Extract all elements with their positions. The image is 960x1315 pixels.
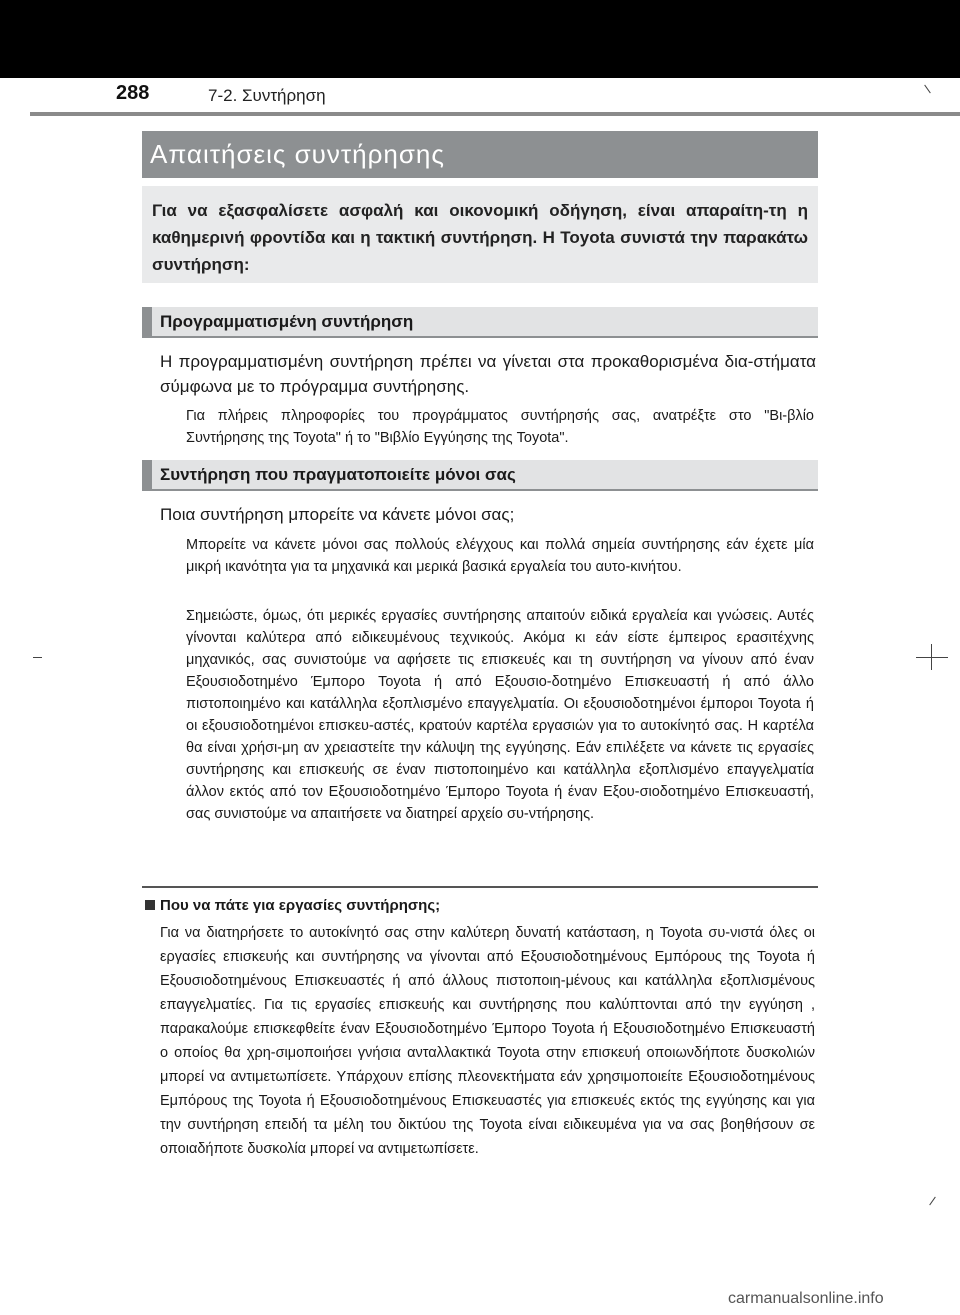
page-number: 288 bbox=[116, 82, 150, 104]
faq-answer: Για να διατηρήσετε το αυτοκίνητό σας στην καλύτερη δυνατή κατάσταση, η Toyota συ-νιστά όλες οι εργασίες επισκευής και συντήρησης να γίνονται από Εξουσιοδοτημένους Εμπόρους της Toyota ή Εξουσιοδοτημένους Επισκευαστές ή από άλλους πιστοποιη-μένους και κατάλληλα εξοπλισμένους επαγγελματίες. Για τις εργασίες επισκευής και συντήρησης που καλύπτονται από την εγγύηση , παρακαλούμε επισκεφθείτε έναν Εξουσιοδοτημένο Έμπορο Toyota ή Εξουσιοδοτημένο Επισκευαστή ο οποίος θα χρη-σιμοποιήσει γνήσια ανταλλακτικά Toyota στην επισκευή οποιωνδήποτε δυσκολιών μπορεί να αντιμετωπίσετε. Υπάρχουν επίσης πλεονεκτήματα εάν χρησιμοποιείτε Εξουσιοδοτημένους Εμπόρους της Toyota ή Εξουσιοδοτημένους Επισκευαστές για επισκευές εκτός της εγγύησης και για την συντήρηση επειδή τα μέλη του δικτύου της Toyota είναι ειδικευμένα για να σας βοηθήσουν σε οποιαδήποτε δυσκολία μπορεί να αντιμετωπίσετε. bbox=[160, 925, 815, 1157]
faq-question-text: Που να πάτε για εργασίες συντήρησης; bbox=[160, 897, 441, 914]
top-black-bar bbox=[0, 0, 960, 78]
page-title: Απαιτήσεις συντήρησης bbox=[142, 131, 818, 178]
paragraph-scheduled-info: Για πλήρεις πληροφορίες του προγράμματος συντήρησής σας, ανατρέξτε στο "Βι-βλίο Συντήρησης της Toyota" ή το "Βιβλίο Εγγύησης της Toyota". bbox=[186, 408, 814, 446]
crop-mark-top-right bbox=[924, 85, 931, 94]
chapter-label: 7-2. Συντήρηση bbox=[208, 86, 326, 105]
section-heading-scheduled: Προγραμματισμένη συντήρηση bbox=[142, 307, 818, 338]
section-heading-diy: Συντήρηση που πραγματοποιείτε μόνοι σας bbox=[142, 460, 818, 491]
header-rule bbox=[30, 112, 960, 116]
crop-mark-right-h bbox=[916, 657, 948, 658]
watermark: carmanualsonline.info bbox=[728, 1290, 884, 1307]
crop-mark-right-v bbox=[931, 644, 932, 670]
paragraph-diy-1: Μπορείτε να κάνετε μόνοι σας πολλούς ελέγχους και πολλά σημεία συντήρησης εάν έχετε μία μικρή ικανότητα για τα μηχανικά και μερικά βασικά εργαλεία του αυτο-κινήτου. bbox=[186, 537, 814, 575]
section-divider bbox=[142, 886, 818, 888]
paragraph-diy-2: Σημειώστε, όμως, ότι μερικές εργασίες συντήρησης απαιτούν ειδικά εργαλεία και γνώσεις. Αυτές γίνονται καλύτερα από ειδικευμένους τεχνικούς. Ακόμα κι εάν είστε έμπειρος ερασιτέχνης μηχανικός, σας συνιστούμε να αφήσετε τις επισκευές και τη συντήρηση να γίνουν από έναν Εξουσιοδοτημένο Έμπορο Toyota ή από Εξουσιο-δοτημένο Επισκευαστή ή από άλλο πιστοποιημένο και κατάλληλα εξοπλισμένο επαγγελματία. Οι εξουσιοδοτημένοι έμποροι Toyota ή οι εξουσιοδοτημένοι επισκευ-αστές, κρατούν καρτέλα εργασιών για το αυτοκίνητό σας. Η καρτέλα θα είναι χρήσι-μη αν χρειαστείτε την κάλυψη της εγγύησης. Εάν επιλέξετε να κάνετε τις εργασίες συντήρησης και επισκευής σε έναν πιστοποιημένο και κατάλληλα εξοπλισμένο επαγγελματία άλλον εκτός από τον Εξουσιοδοτημένο Έμπορο Toyota ή έναν Εξου-σιοδοτημένο Επισκευαστή, σας συνιστούμε να απαιτήσετε να διατηρεί αρχείο συ-ντήρησης. bbox=[186, 608, 814, 822]
intro-box: Για να εξασφαλίσετε ασφαλή και οικονομική οδήγηση, είναι απαραίτη-τη η καθημερινή φροντίδα και η τακτική συντήρηση. Η Toyota συνιστά την παρακάτω συντήρηση: bbox=[142, 186, 818, 283]
section-lead-scheduled: Η προγραμματισμένη συντήρηση πρέπει να γίνεται στα προκαθορισμένα δια-στήματα σύμφωνα με το πρόγραμμα συντήρησης. bbox=[160, 352, 816, 396]
square-bullet-icon bbox=[145, 900, 155, 910]
faq-question bbox=[145, 897, 440, 914]
section-lead-diy: Ποια συντήρηση μπορείτε να κάνετε μόνοι σας; bbox=[160, 505, 515, 524]
crop-mark-left bbox=[33, 657, 42, 658]
crop-mark-bottom-right bbox=[929, 1197, 936, 1206]
